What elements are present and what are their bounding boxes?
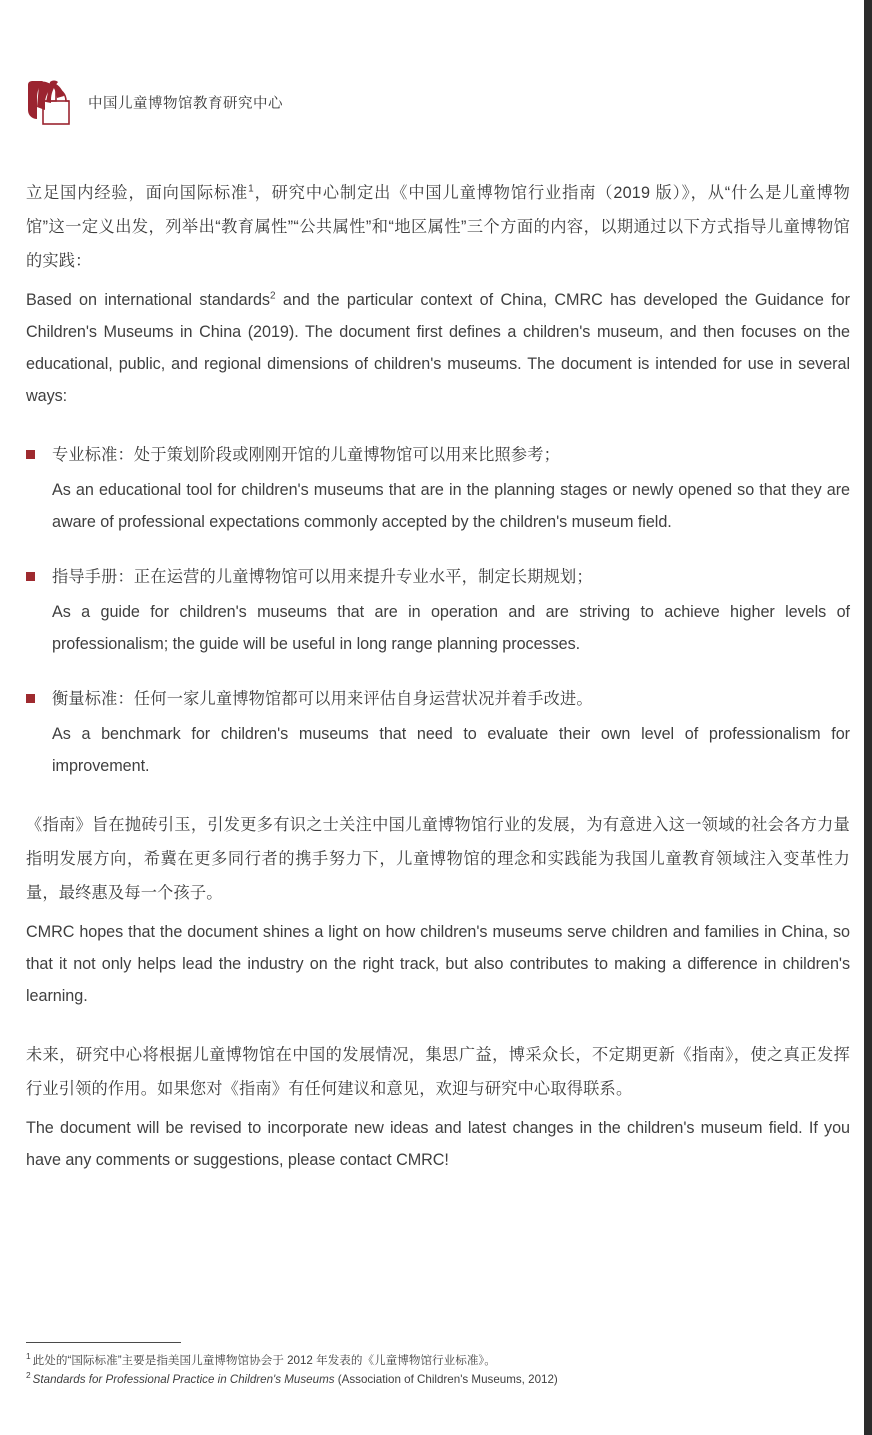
footnote-1-text: 此处的“国际标准”主要是指美国儿童博物馆协会于 2012 年发表的《儿童博物馆行业标准》。	[32, 1354, 496, 1367]
square-bullet-icon	[26, 694, 35, 703]
list-item	[26, 682, 850, 782]
footnotes	[26, 1342, 850, 1389]
list-item	[26, 560, 850, 660]
intro-paragraph-zh	[26, 176, 850, 278]
footnote-2-title: Standards for Professional Practice in Children's Museums	[32, 1373, 335, 1386]
point-3-en: As a benchmark for children's museums that need to evaluate their own level of professionalism for improvement.	[52, 725, 850, 775]
square-bullet-icon	[26, 572, 35, 581]
closing-paragraph-en-2: The document will be revised to incorporate new ideas and latest changes in the children's museum field. If you have any comments or suggestions, please contact CMRC!	[26, 1119, 850, 1169]
point-2-en: As a guide for children's museums that are in operation and are striving to achieve higher levels of professionalism; the guide will be useful in long range planning processes.	[52, 603, 850, 653]
intro-paragraph-en	[26, 284, 850, 412]
intro-en-part1: Based on international standards	[26, 291, 270, 309]
organization-name: 中国儿童博物馆教育研究中心	[88, 95, 283, 112]
list-item	[26, 438, 850, 538]
footnote-1-marker: 1	[26, 1351, 31, 1362]
square-bullet-icon	[26, 450, 35, 459]
page-edge-band	[864, 0, 872, 1435]
footnote-ref-2: 2	[269, 290, 276, 302]
closing-block-2	[26, 1038, 850, 1176]
quotation-mark-logo-icon	[26, 79, 70, 125]
footnote-ref-1: 1	[248, 183, 254, 195]
guidance-uses-list	[26, 438, 850, 782]
intro-en-part2: and the particular context of China, CMRC has developed the Guidance for Children's Museums in China (2019). The document first defines a children's museum, and then focuses on the educational, public, and regional dimensions of children's museums. The document is intended for use in several ways:	[26, 291, 850, 405]
closing-paragraph-en-1: CMRC hopes that the document shines a light on how children's museums serve children and families in China, so that it not only helps lead the industry on the right track, but also contributes to making a difference in children's learning.	[26, 923, 850, 1005]
footnote-separator-rule	[26, 1342, 181, 1343]
closing-paragraph-zh-2: 未来，研究中心将根据儿童博物馆在中国的发展情况，集思广益，博采众长，不定期更新《指南》，使之真正发挥行业引领的作用。如果您对《指南》有任何建议和意见，欢迎与研究中心取得联系。	[26, 1046, 850, 1098]
intro-zh-part2: ，研究中心制定出《中国儿童博物馆行业指南（2019 版）》，从“什么是儿童博物馆”这一定义出发，列举出“教育属性”“公共属性”和“地区属性”三个方面的内容，以期通过以下方式指导儿童博物馆的实践：	[26, 184, 850, 270]
intro-zh-part1: 立足国内经验，面向国际标准	[26, 184, 249, 202]
point-2-zh: 指导手册：正在运营的儿童博物馆可以用来提升专业水平，制定长期规划；	[52, 568, 593, 586]
footnote-1	[26, 1351, 850, 1370]
closing-block-1	[26, 808, 850, 1012]
footnote-2	[26, 1370, 850, 1389]
footnote-2-source: (Association of Children's Museums, 2012)	[334, 1373, 558, 1386]
page-content	[26, 0, 850, 1435]
intro-block	[26, 176, 850, 412]
point-1-zh: 专业标准：处于策划阶段或刚刚开馆的儿童博物馆可以用来比照参考；	[52, 446, 561, 464]
closing-paragraph-zh-1: 《指南》旨在抛砖引玉，引发更多有识之士关注中国儿童博物馆行业的发展，为有意进入这一领域的社会各方力量指明发展方向，希冀在更多同行者的携手努力下，儿童博物馆的理念和实践能为我国儿童教育领域注入变革性力量，最终惠及每一个孩子。	[26, 816, 850, 902]
masthead	[26, 0, 850, 128]
footnote-2-marker: 2	[26, 1370, 31, 1381]
point-1-en: As an educational tool for children's museums that are in the planning stages or newly opened so that they are aware of professional expectations commonly accepted by the children's museum field.	[52, 481, 850, 531]
point-3-zh: 衡量标准：任何一家儿童博物馆都可以用来评估自身运营状况并着手改进。	[52, 690, 593, 708]
